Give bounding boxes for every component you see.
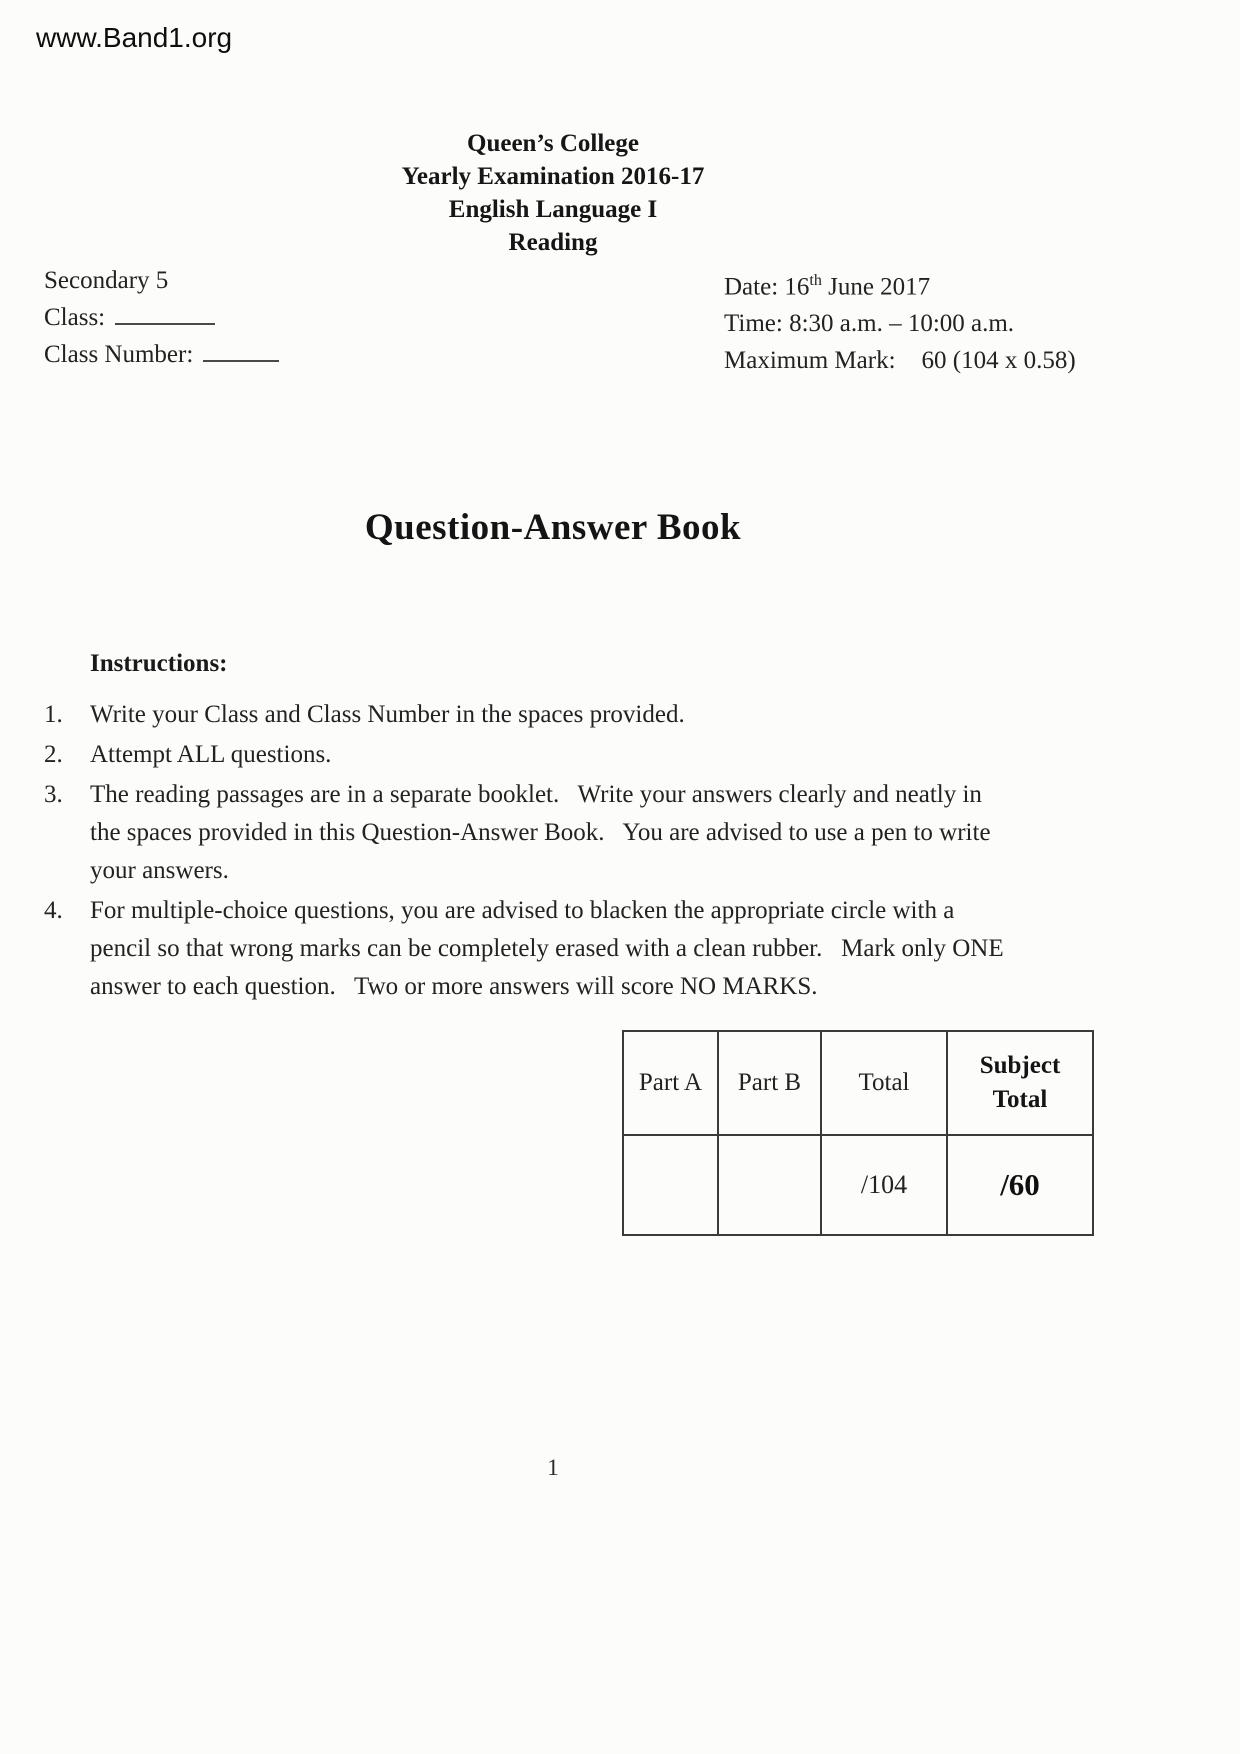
instruction-number: 4. [44,897,63,924]
subject-name: English Language I [448,196,658,223]
instruction-number: 3. [44,781,63,808]
level-label: Secondary 5 [44,267,169,294]
page-title: Question-Answer Book [364,507,742,548]
instruction-item [0,736,1012,774]
instruction-text: The reading passages are in a separate booklet. Write your answers clearly and neatly in the spaces provided in this Question-Answer Book. You are advised to use a pen to write your answers. [90,781,997,884]
marks-table-header-total: Total [821,1031,947,1135]
class-blank-line [115,301,215,325]
date-line [724,262,1076,305]
marks-table-header-subject-total: Subject Total [947,1031,1093,1135]
student-info-block [44,262,279,373]
marks-table-header-row [623,1031,1093,1135]
instruction-number: 1. [44,701,63,728]
watermark-text: www.Band1.org [36,22,233,53]
instruction-item [0,892,1012,1006]
marks-table-cell-total: /104 [821,1135,947,1235]
exam-name: Yearly Examination 2016-17 [401,163,705,190]
max-mark-value: 60 (104 x 0.58) [921,347,1076,375]
instruction-item [0,696,1012,734]
class-label: Class: [44,304,106,331]
marks-table-cell-subject-total: /60 [947,1135,1093,1235]
marks-table-value-row [623,1135,1093,1235]
marks-table-header-part-b: Part B [718,1031,821,1135]
page-number: 1 [547,1455,559,1480]
paper-name: Reading [508,229,598,256]
time-line: Time: 8:30 a.m. – 10:00 a.m. [724,310,1015,338]
instructions-heading: Instructions: [90,650,228,677]
date-prefix: Date: 16 [724,273,810,301]
school-name: Queen’s College [467,130,639,157]
class-number-label: Class Number: [44,341,194,368]
instructions-list [0,696,1012,1008]
max-mark-line [724,342,1076,379]
max-mark-label: Maximum Mark: [724,347,896,375]
instruction-text: Attempt ALL questions. [90,741,332,768]
marks-table-header-part-a: Part A [623,1031,718,1135]
class-number-blank-line [203,338,279,362]
exam-info-block [724,262,1076,379]
date-suffix: June 2017 [821,273,931,301]
marks-table [622,1030,1094,1236]
class-number-row [44,336,279,373]
date-ordinal: th [809,272,822,289]
instruction-text: For multiple-choice questions, you are advised to blacken the appropriate circle with a pencil so that wrong marks can be completely erased with a clean rubber. Mark only ONE answer to each question. Two or more answers will score NO MARKS. [90,897,1010,1000]
instruction-number: 2. [44,741,63,768]
instruction-text: Write your Class and Class Number in the spaces provided. [90,701,685,728]
marks-table-cell-part-b [718,1135,821,1235]
class-row [44,299,279,336]
instruction-item [0,776,1012,890]
marks-table-cell-part-a [623,1135,718,1235]
exam-header [0,127,1106,259]
